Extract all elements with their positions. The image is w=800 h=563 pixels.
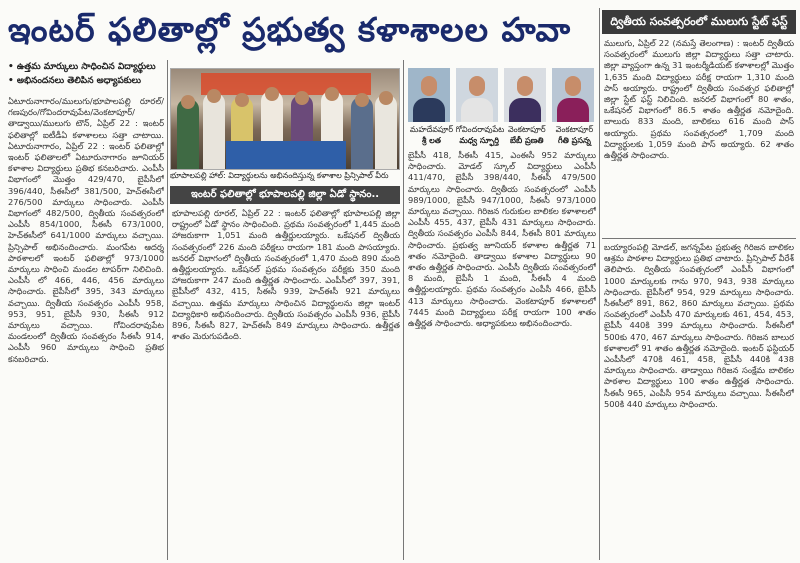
portrait-photo	[408, 68, 450, 122]
portrait-place: వెంకటాపూర్	[507, 125, 546, 134]
side-heading: ద్వితీయ సంవత్సరంలో ములుగు స్టేట్ ఫస్ట్	[602, 10, 796, 34]
highlight-bullets	[8, 60, 168, 88]
subheading: ఇంటర్ ఫలితాల్లో భూపాలపల్లి జిల్లా ఏడో స్థానం..	[170, 186, 400, 204]
group-photo	[170, 68, 400, 170]
article-column-1: ఏటూరునాగారం/ములుగు/భూపాలపల్లి రూరల్/ గణపురం/గోవిందరావుపేట/వెంకటాపూర్/తాడ్వాయి/ములుగు టౌన్, ఏప్రిల్ 22 : ఇంటర్ ఫలితాల్లో ఐటీడీఏ కళాశాలలు సత్తా చాటాయి. ఏటూరునాగారం, ఏప్రిల్ 22 : ఇంటర్ ఫలితాల్లో ఇంటర్ ఫలితాలలో ఏటూరునాగారం జూనియర్ కళాశాల విద్యార్థులు ప్రతిభ కనబరిచారు. ఎంపీసీ విభాగంలో మొత్తం 429/470, బైపీసీలో 396/440, సీఈసీలో 381/500, హెచ్ఈసీలో 276/500 మార్కులు సాధించారు. ఎంపీసీ విభాగంలో 482/500, ద్వితీయ సంవత్సరంలో ఎంపీసీ 854/1000, సీఈసీ 673/1000, హెచ్ఈసీలో 641/1000 మార్కులు వచ్చాయి. ప్రిన్సిపాల్ అభినందించారు. మంగపేట ఆదర్శ పాఠశాలలో ఇంటర్ ఫలితాల్లో 973/1000 మార్కులు సాధించి మండల టాపర్‌గా నిలిచింది. ఎంపీసీ లో 466, 446, 456 మార్కులు సాధించారు. బైపీసీలో 395, 343 మార్కులు వచ్చాయి. ద్వితీయ సంవత్సరం ఎంపీసీ 958, 953, 951, బైపీసీ 930, సీఈసీ 912 మార్కులు వచ్చాయి. గోవిందరావుపేట మండలంలో ద్వితీయ సంవత్సరం సీఈసీ 914, ఎంపీసీ 960 మార్కులు సాధించి ప్రతిభ కనబరిచారు.	[8, 96, 164, 364]
portrait-place: వెంకటాపూర్	[555, 125, 594, 134]
photo-caption: భూపాలపల్లి హాల్: విద్యార్థులను అభినందిస్తున్న కళాశాల ప్రిన్సిపాల్ వీరు	[170, 171, 389, 180]
column-divider	[403, 60, 404, 560]
portrait-place: మహదేవపూర్	[409, 125, 454, 134]
bullet-item: • అభినందనలు తెలిపిన అధ్యాపకులు	[8, 76, 142, 86]
box-divider	[602, 238, 796, 239]
portrait-captions	[408, 124, 598, 146]
side-article-bottom: బయ్యారంపల్లి మోడల్, జగన్నపేట ప్రభుత్వ గిరిజన బాలికల ఆశ్రమ పాఠశాల విద్యార్థులు ప్రతిభ చాటారు. ప్రిన్సిపాల్ వీరేశ్ తెలిపారు. ద్వితీయ సంవత్సరంలో ఎంపీసీ విభాగంలో 1000 మార్కులకు గాను 970, 943, 938 మార్కులు సాధించారు. బైపీసీలో 954, 929 మార్కులు సాధించారు. సీఈసీలో 891, 862, 860 మార్కులు వచ్చాయి. ప్రథమ సంవత్సరంలో ఎంపీసీ 470 మార్కులకు 461, 454, 453, బైపీసీ 440కి 399 మార్కులు సాధించారు. సీఈసీలో 500కు 470, 467 మార్కులు సాధించారు. గిరిజన బాలుర కళాశాలలో 91 శాతం ఉత్తీర్ణత నమోదైంది. ఇంటర్ ఫస్టియర్ ఎంపీసీలో 470కి 461, 458, బైపీసీ 440కి 438 మార్కులు సాధించారు. తాడ్వాయి గిరిజన సంక్షేమ బాలికల పాఠశాల విద్యార్థులు 100 శాతం ఉత్తీర్ణత సాధించారు. సీఈసీ 965, ఎంపీసీ 954 మార్కులు వచ్చాయి. సీఈసీలో 500కి 440 మార్కులు సాధించారు.	[604, 242, 794, 409]
headline: ఇంటర్ ఫలితాల్లో ప్రభుత్వ కళాశాలల హవా	[8, 10, 572, 49]
student-portraits	[408, 68, 598, 122]
portrait-photo	[456, 68, 498, 122]
portrait-name: గీతి ప్రసన్న	[557, 136, 591, 145]
portrait-photo	[504, 68, 546, 122]
portrait-name: మధ్వ స్ఫూర్తి	[459, 136, 499, 145]
column-divider	[167, 60, 168, 560]
article-column-2: భూపాలపల్లి రూరల్, ఏప్రిల్ 22 : ఇంటర్ ఫలితాల్లో భూపాలపల్లి జిల్లా రాష్ట్రంలో ఏడో స్థానం సాధించింది. ప్రథమ సంవత్సరంలో 1,445 మంది హాజరుకాగా 1,051 మంది ఉత్తీర్ణులయ్యారు. ఒకేషనల్ ద్వితీయ సంవత్సరంలో 226 మంది పరీక్షలు రాయగా 181 మంది పాసయ్యారు. జనరల్ విభాగంలో ద్వితీయ సంవత్సరంలో 1,470 మంది 890 మంది ఉత్తీర్ణులయ్యారు. ఒకేషనల్ ప్రథమ సంవత్సరం పరీక్షకు 350 మంది హాజరుకాగా 247 మంది ఉత్తీర్ణత సాధించారు. ఎంపీసీలో 397, 391, బైపీసీలో 432, 415, సీఈసీ 939, హెచ్ఈసీ 921 మార్కులు వచ్చాయి. ఉత్తమ మార్కులు సాధించిన విద్యార్థులను జిల్లా ఇంటర్ విద్యాధికారి అభినందించారు. ద్వితీయ సంవత్సరం ఎంపీసీ 936, బైపీసీ 896, సీఈసీ 827, హెచ్ఈసీ 849 మార్కులు సాధించారు. ఉత్తీర్ణత శాతం మెరుగుపడింది.	[172, 208, 400, 342]
article-column-3: బైపీసీ 418, సీఈసీ 415, ఎంఈసీ 952 మార్కులు సాధించారు. మోడల్ స్కూల్ విద్యార్థులు ఎంపీసీ 411/470, బైపీసీ 398/440, సీఈసీ 479/500 మార్కులు సాధించారు. ద్వితీయ సంవత్సరంలో ఎంపీసీ 989/1000, బైపీసీ 947/1000, సీఈసీ 973/1000 మార్కులు వచ్చాయి. గిరిజన గురుకుల బాలికల కళాశాలలో ఎంపీసీ 455, 437, బైపీసీ 431 మార్కులు సాధించారు. ద్వితీయ సంవత్సరం ఎంపీసీ 844, సీఈసీ 801 మార్కులు సాధించారు. ప్రభుత్వ జూనియర్ కళాశాల ఉత్తీర్ణత 71 శాతం నమోదైంది. తాడ్వాయి కళాశాల విద్యార్థులు 90 శాతం ఉత్తీర్ణత సాధించారు. ఎంపీసీ ద్వితీయ సంవత్సరంలో 8 మంది, బైపీసీ 1 మంది, సీఈసీ 4 మంది ఉత్తీర్ణులయ్యారు. ప్రథమ సంవత్సరం ఎంపీసీ 466, బైపీసీ 413 మార్కులు సాధించారు. వెంకటాపూర్ కళాశాలలో 7445 మంది విద్యార్థులు పరీక్ష రాయగా 100 శాతం ఉత్తీర్ణత సాధించారు. అధ్యాపకులు అభినందించారు.	[408, 150, 596, 329]
bullet-item: • ఉత్తమ మార్కులు సాధించిన విద్యార్థులు	[8, 62, 156, 72]
portrait-name: శ్రీ లత	[421, 136, 442, 145]
portrait-name: బేబీ ప్రణతి	[510, 136, 544, 145]
side-article-top: ములుగు, ఏప్రిల్ 22 (నమస్తే తెలంగాణ) : ఇంటర్ ద్వితీయ సంవత్సరంలో ములుగు జిల్లా విద్యార్థులు సత్తా చాటారు. జిల్లా వ్యాప్తంగా ఉన్న 31 ఇంటర్మీడియట్ కళాశాలల్లో మొత్తం 1,635 మంది విద్యార్థులు పరీక్ష రాయగా 1,310 మంది పాస్ అయ్యారు. రాష్ట్రంలో ద్వితీయ సంవత్సర ఫలితాల్లో జిల్లా స్టేట్ ఫస్ట్ నిలిచింది. జనరల్ విభాగంలో 80 శాతం, ఒకేషనల్ విభాగంలో 86.5 శాతం ఉత్తీర్ణత నమోదైంది. బాలురు 833 మంది, బాలికలు 616 మంది పాస్ అయ్యారు. ప్రథమ సంవత్సరంలో 1,709 మంది విద్యార్థులకు 1,059 మంది పాస్ అయ్యారు. 62 శాతం ఉత్తీర్ణత సాధించారు.	[604, 38, 794, 161]
portrait-place: గోవిందరావుపేట	[455, 125, 505, 134]
column-divider	[599, 8, 600, 560]
portrait-photo	[552, 68, 594, 122]
